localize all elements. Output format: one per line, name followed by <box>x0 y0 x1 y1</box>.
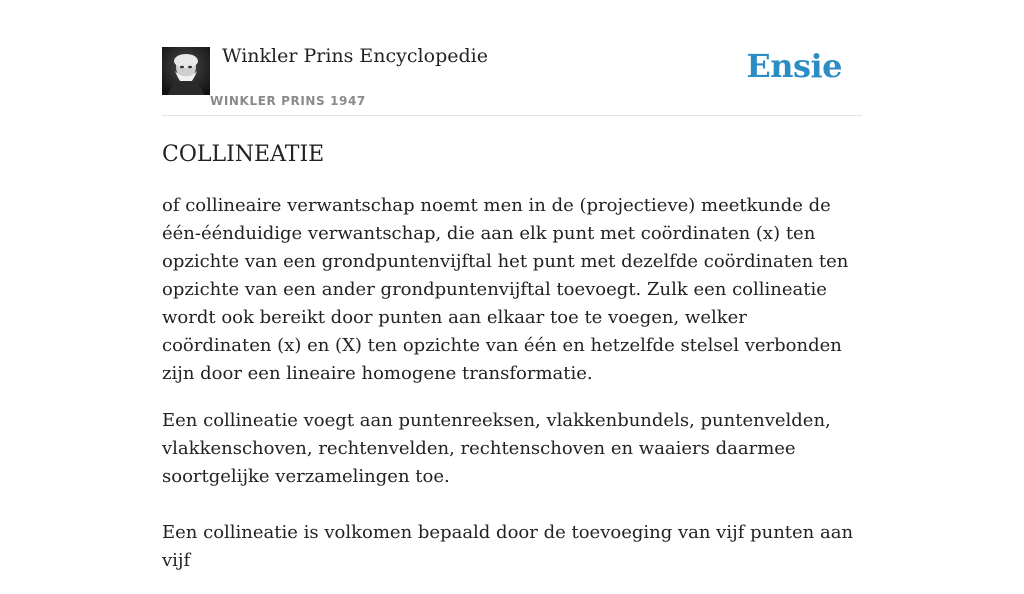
source-title[interactable]: Winkler Prins Encyclopedie <box>222 45 488 67</box>
article-paragraph: Een collineatie voegt aan puntenreeksen, vlakkenbundels, puntenvelden, vlakkenschoven, rechtenvelden, rechtenschoven en waaiers daarmee soortgelijke verzamelingen toe. <box>162 410 831 487</box>
article-title: COLLINEATIE <box>162 142 325 167</box>
content-column <box>162 0 862 571</box>
bearded-man-portrait-icon <box>162 47 210 95</box>
ensie-logo[interactable]: Ensie <box>746 47 842 85</box>
source-header <box>162 0 862 116</box>
article-body <box>162 192 862 594</box>
article-paragraph: Een collineatie is volkomen bepaald door de toevoeging van vijf punten aan vijf <box>162 522 854 571</box>
source-avatar[interactable] <box>162 47 210 95</box>
source-edition: WINKLER PRINS 1947 <box>210 94 366 108</box>
article-paragraph: of collineaire verwantschap noemt men in de (projectieve) meetkunde de één-éénduidige verwantschap, die aan elk punt met coördinaten (x) ten opzichte van een grondpuntenvijftal het punt met dezelfde coördinaten ten opzichte van een ander grondpuntenvijftal toevoegt. Zulk een collineatie wordt ook bereikt door punten aan elkaar toe te voegen, welker coördinaten (x) en (X) ten opzichte van één en hetzelfde stelsel verbonden zijn door een lineaire homogene transformatie. <box>162 195 849 384</box>
